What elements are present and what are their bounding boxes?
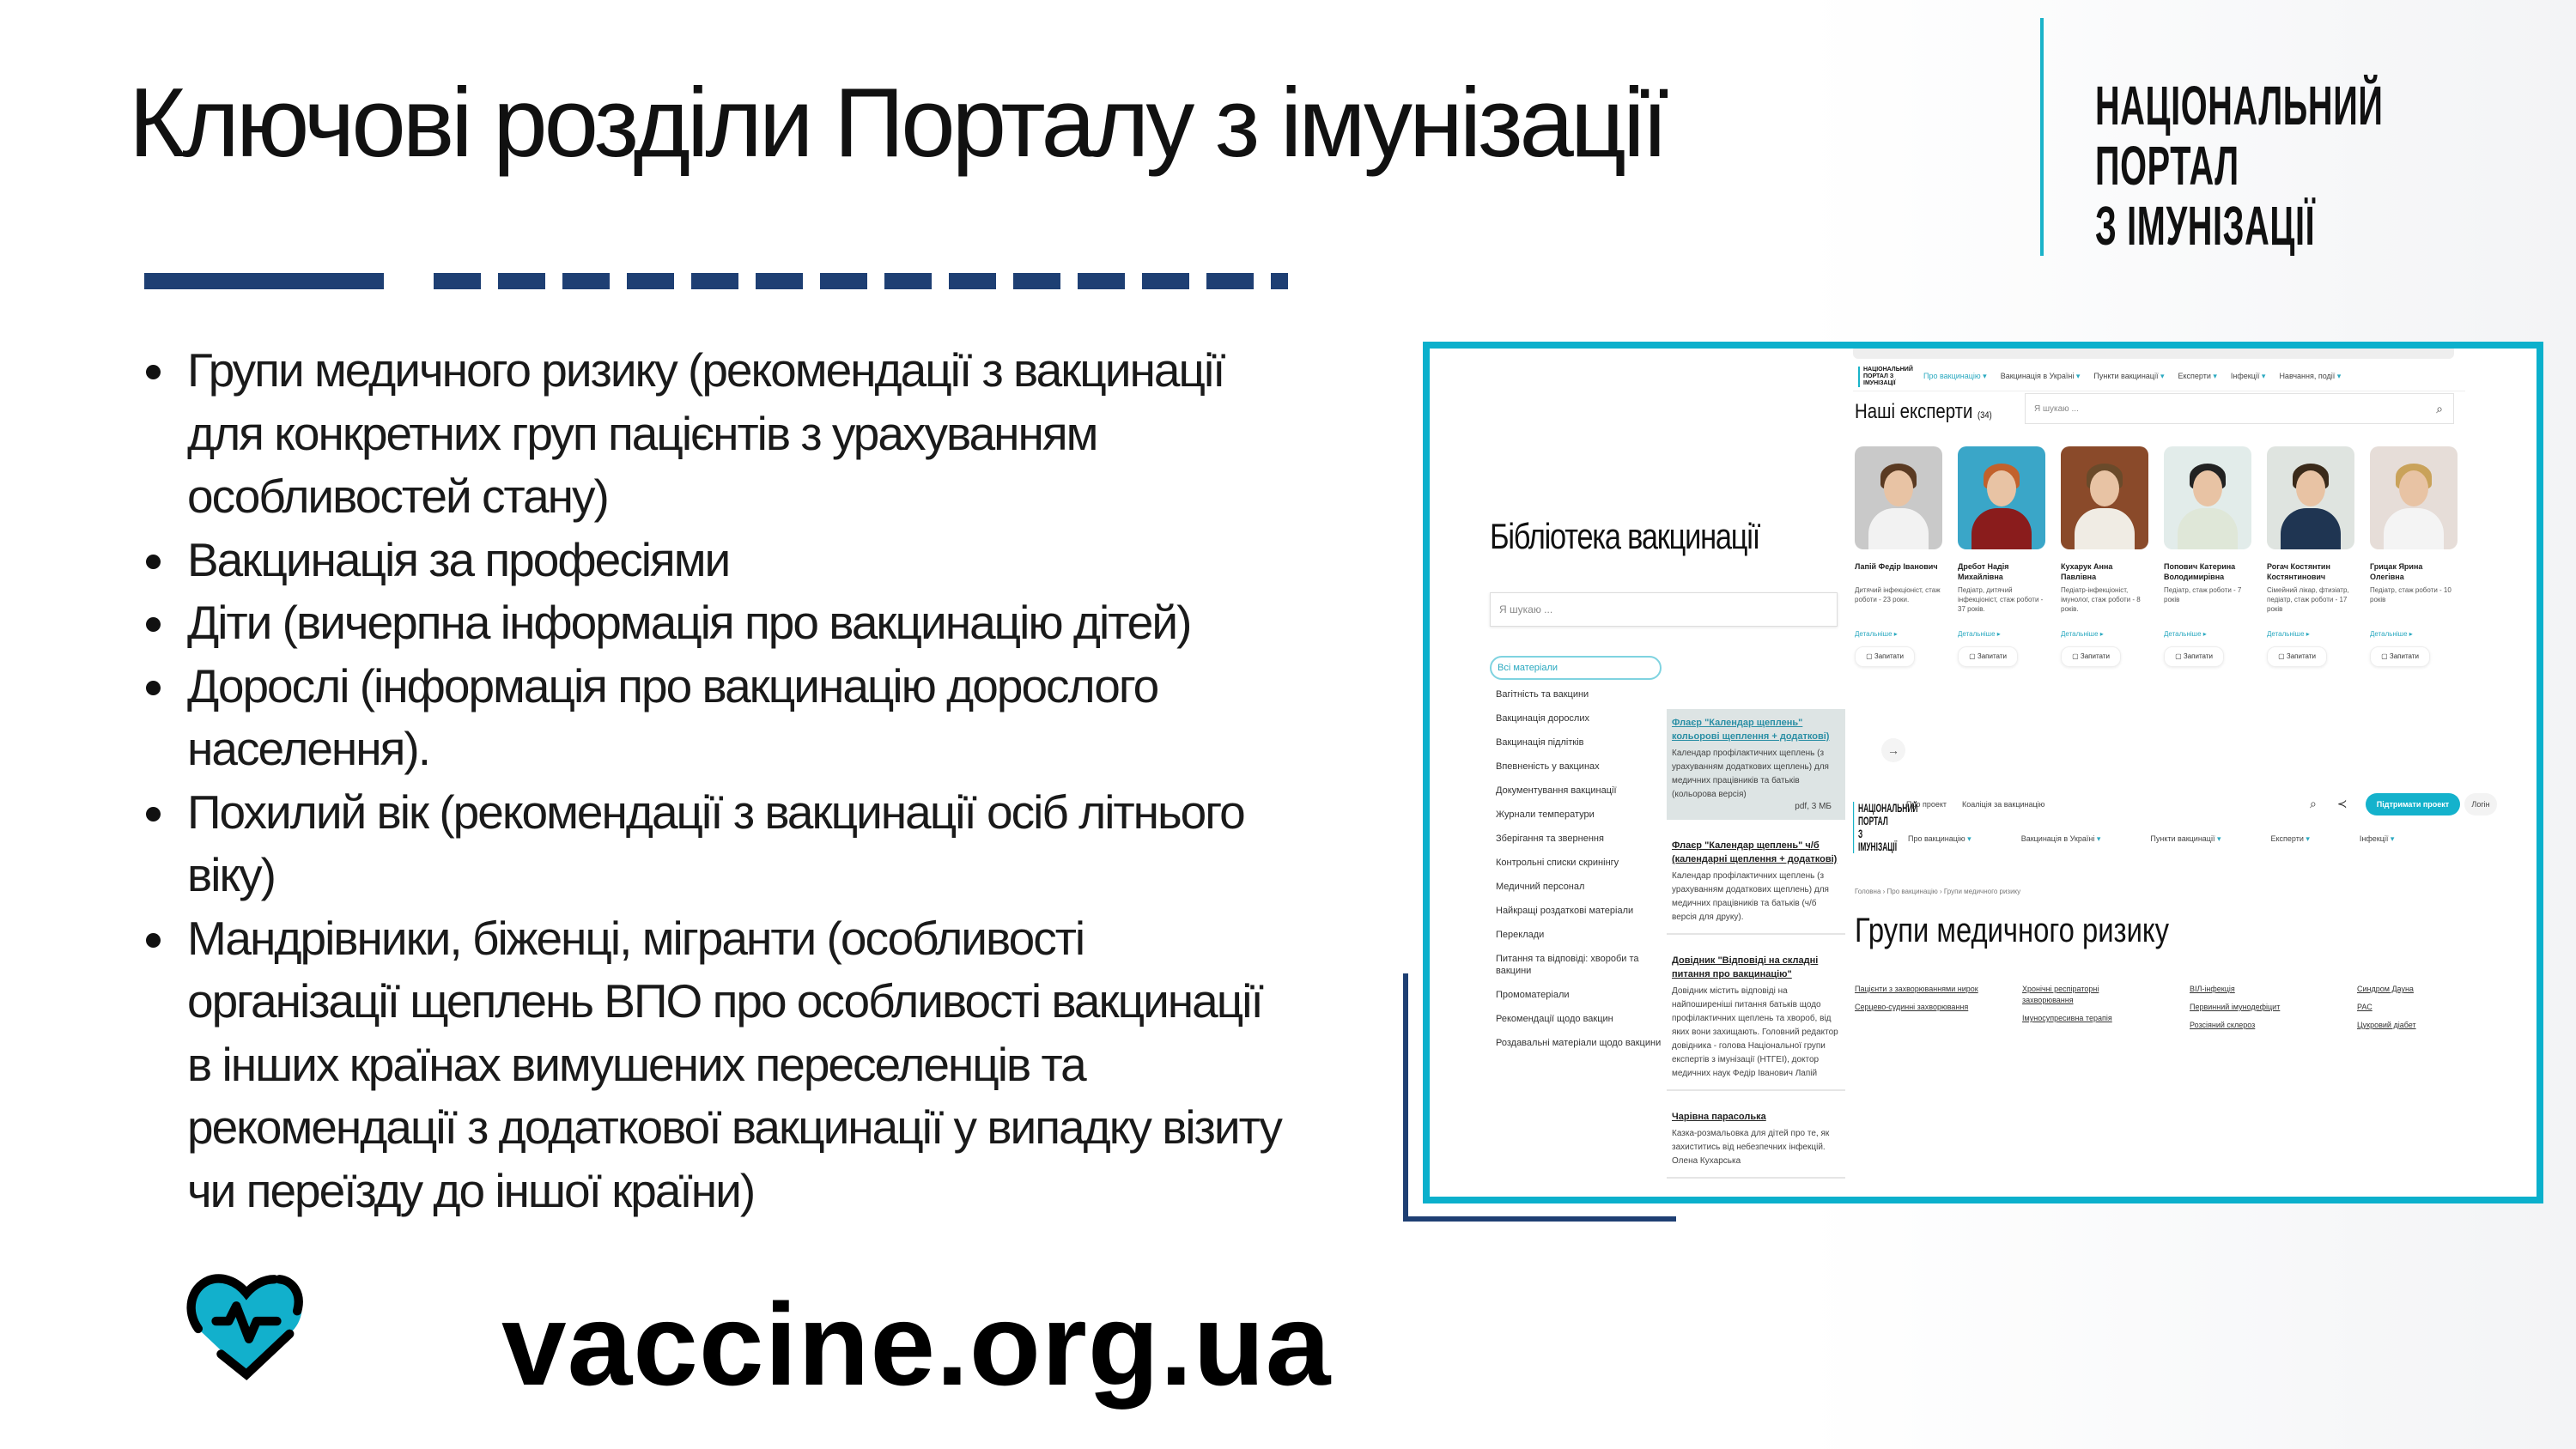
browser-url-bar[interactable] (1853, 345, 2454, 359)
category-item[interactable]: Контрольні списки скринінгу (1496, 858, 1619, 868)
library-title: Бібліотека вакцинації (1490, 516, 1760, 556)
nav-item[interactable]: Навчання, події ▾ (2279, 372, 2341, 381)
document-item (1667, 1103, 1845, 1179)
risk-group-link[interactable]: РАС (2357, 1003, 2372, 1011)
logo-line: З ІМУНІЗАЦІЇ (2095, 195, 2316, 257)
expert-photo[interactable] (1958, 446, 2045, 549)
expert-name[interactable]: Попович Катерина Володимирівна (2164, 562, 2236, 581)
document-title[interactable]: Чарівна парасолька (1672, 1112, 1766, 1122)
nav-item[interactable]: Експерти ▾ (2178, 372, 2217, 381)
risk-group-link[interactable]: ВІЛ-інфекція (2190, 985, 2235, 993)
link-coalition[interactable]: Коаліція за вакцинацію (1962, 800, 2045, 809)
logo-line: НАЦІОНАЛЬНИЙ (2095, 75, 2384, 136)
search-icon[interactable]: ⌕ (2310, 797, 2317, 810)
search-icon[interactable]: ⌕ (2436, 402, 2443, 415)
risk-groups-heading: Групи медичного ризику (1855, 912, 2170, 949)
photo-body (2075, 508, 2135, 549)
login-button[interactable]: Логін (2464, 793, 2497, 815)
share-icon[interactable]: ≺ (2336, 797, 2348, 810)
category-item[interactable]: Журнали температури (1496, 809, 1595, 820)
category-item[interactable]: Промоматеріали (1496, 990, 1570, 1000)
nav-item[interactable]: Вакцинація в Україні ▾ (2021, 834, 2101, 844)
document-item (1667, 832, 1845, 935)
photo-head (2296, 470, 2325, 506)
details-link[interactable]: Детальніше ▸ (2370, 630, 2458, 638)
photo-body (1971, 508, 2032, 549)
logo-line: ПОРТАЛ (2095, 135, 2239, 197)
expert-name[interactable]: Кухарук Анна Павлівна (2061, 562, 2113, 581)
bullet-item: Групи медичного ризику (рекомендації з вакцинації для конкретних груп пацієнтів з урахуванням особливостей стану) (146, 339, 1297, 529)
chat-icon: ▢ (2381, 652, 2390, 660)
library-documents (1667, 709, 1845, 1191)
experts-cards (1855, 446, 2458, 667)
breadcrumb: Головна › Про вакцинацію › Групи медичного ризику (1855, 888, 2021, 895)
details-link[interactable]: Детальніше ▸ (1958, 630, 2045, 638)
risk-group-link[interactable]: Первинний імунодефіцит (2190, 1003, 2281, 1011)
risk-column (2190, 984, 2357, 1038)
expert-name[interactable]: Дребот Надія Михайлівна (1958, 562, 2009, 581)
expert-card (2164, 446, 2251, 667)
category-item[interactable]: Найкращі роздаткові матеріали (1496, 906, 1634, 916)
ask-label: Запитати (2389, 652, 2419, 660)
risk-column (1855, 984, 2022, 1038)
ask-button[interactable] (2370, 646, 2430, 667)
expert-description: Педіатр-інфекціоніст, імунолог, стаж роботи - 8 років. (2061, 586, 2141, 613)
portal-logo (2095, 76, 2383, 256)
photo-head (2090, 470, 2119, 506)
support-project-button[interactable]: Підтримати проект (2366, 793, 2460, 815)
risk-logo[interactable]: НАЦІОНАЛЬНИЙ ПОРТАЛ З ІМУНІЗАЦІЇ (1853, 802, 1894, 853)
expert-photo[interactable] (2370, 446, 2458, 549)
category-item[interactable]: Впевненість у вакцинах (1496, 761, 1600, 772)
photo-head (1884, 470, 1913, 506)
risk-group-link[interactable]: Синдром Дауна (2357, 985, 2414, 993)
risk-nav (1908, 834, 2394, 844)
photo-head (1987, 470, 2016, 506)
document-description: Довідник містить відповіді на найпоширеніші питання батьків щодо профілактичних щеплень та хвороб, від яких вони захищають. Головний редактор довідника - голова Національної групи експертів з імунізації (НТГЕІ), доктор медичних наук Федір Іванович Лапій (1672, 986, 1838, 1078)
expert-photo[interactable] (1855, 446, 1942, 549)
category-item[interactable]: Рекомендації щодо вакцин (1496, 1014, 1613, 1024)
photo-body (2384, 508, 2444, 549)
nav-item[interactable]: Інфекції ▾ (2360, 834, 2395, 844)
expert-name[interactable]: Лапій Федір Іванович (1855, 562, 1938, 571)
document-title[interactable]: Флаєр "Календар щеплень" ч/б (календарні щеплення + додаткові) (1672, 840, 1838, 864)
category-item[interactable]: Медичний персонал (1496, 882, 1585, 892)
nav-item[interactable]: Пункти вакцинації ▾ (2093, 372, 2164, 381)
chat-icon: ▢ (2175, 652, 2184, 660)
mini-logo[interactable]: НАЦІОНАЛЬНИЙ ПОРТАЛ З ІМУНІЗАЦІЇ (1858, 367, 1910, 387)
expert-photo[interactable] (2061, 446, 2148, 549)
photo-head (2193, 470, 2222, 506)
expert-description: Дитячий інфекціоніст, стаж роботи - 23 роки. (1855, 586, 1941, 603)
details-link[interactable]: Детальніше ▸ (2061, 630, 2148, 638)
document-item (1667, 709, 1845, 820)
expert-description: Сімейний лікар, фтизіатр, педіатр, стаж роботи - 17 років (2267, 586, 2349, 613)
bullet-item: Діти (вичерпна інформація про вакцинацію дітей) (146, 591, 1297, 655)
arrow-right-icon[interactable]: → (1881, 738, 1905, 762)
divider-solid (144, 273, 384, 289)
bullet-item: Мандрівники, біженці, мігранти (особливості організації щеплень ВПО про особливості вакцинації в інших країнах вимушених переселенців та рекомендації з додаткової вакцинації у випадку візиту чи переїзду до іншої країни) (146, 907, 1297, 1223)
risk-header-icons (2310, 797, 2348, 811)
risk-column (2357, 984, 2524, 1038)
heart-pulse-icon (182, 1265, 311, 1382)
category-item[interactable]: Зберігання та звернення (1496, 834, 1604, 844)
risk-groups-links (1855, 984, 2524, 1038)
details-link[interactable]: Детальніше ▸ (1855, 630, 1942, 638)
category-item[interactable]: Роздавальні матеріали щодо вакцини (1496, 1038, 1662, 1048)
logo-divider (2040, 18, 2044, 256)
details-link[interactable]: Детальніше ▸ (2164, 630, 2251, 638)
document-meta: pdf, 3 МБ (1795, 802, 1832, 811)
decor-line-vertical (1403, 973, 1408, 1222)
slide-title: Ключові розділи Порталу з імунізації (129, 69, 1666, 178)
bullet-item: Вакцинація за професіями (146, 529, 1297, 592)
document-title[interactable]: Довідник "Відповіді на складні питання про вакцинацію" (1672, 955, 1819, 979)
nav-item[interactable]: Експерти ▾ (2271, 834, 2310, 844)
risk-group-link[interactable]: Хронічні респіраторні захворювання (2022, 985, 2099, 1004)
expert-description: Педіатр, стаж роботи - 7 років (2164, 586, 2242, 603)
document-description: Календар профілактичних щеплень (з урахуванням додаткових щеплень) для медичних працівників та батьків (ч/б версія для друку). (1672, 871, 1829, 922)
expert-card (1855, 446, 1942, 667)
expert-photo[interactable] (2267, 446, 2354, 549)
chat-icon: ▢ (1866, 652, 1874, 660)
key-sections-list (146, 339, 1297, 1222)
chat-icon: ▢ (2072, 652, 2081, 660)
ask-button[interactable] (2061, 646, 2121, 667)
ask-label: Запитати (2286, 652, 2316, 660)
expert-name[interactable]: Грицак Ярина Олегівна (2370, 562, 2423, 581)
category-item[interactable]: Документування вакцинації (1496, 785, 1617, 796)
ask-button[interactable] (1855, 646, 1915, 667)
document-title[interactable]: Флаєр "Календар щеплень" кольорові щеплення + додаткові) (1672, 718, 1830, 742)
ask-button[interactable] (2267, 646, 2327, 667)
ask-button[interactable] (2164, 646, 2224, 667)
website-url[interactable]: vaccine.org.ua (501, 1279, 1332, 1410)
category-item[interactable]: Вагітність та вакцини (1496, 689, 1589, 700)
risk-groups-page (1853, 785, 2540, 1203)
experts-count: (34) (1978, 410, 1992, 421)
photo-body (2281, 508, 2341, 549)
category-item[interactable]: Вакцинація підлітків (1496, 737, 1584, 748)
experts-search-placeholder: Я шукаю ... (2034, 404, 2079, 414)
library-categories (1490, 656, 1662, 1061)
bullet-item: Похилий вік (рекомендації з вакцинації осіб літнього віку) (146, 781, 1297, 907)
expert-card (2061, 446, 2148, 667)
document-description: Казка-розмальовка для дітей про те, як захиститись від небезпечних інфекцій. Олена Кухарська (1672, 1129, 1830, 1166)
chat-icon: ▢ (1969, 652, 1978, 660)
nav-item[interactable]: Про вакцинацію ▾ (1908, 834, 1971, 844)
category-item[interactable]: Вакцинація дорослих (1496, 713, 1589, 724)
ask-label: Запитати (1874, 652, 1904, 660)
experts-search-input[interactable] (2025, 393, 2454, 424)
expert-card (1958, 446, 2045, 667)
photo-body (2178, 508, 2238, 549)
bullet-item: Дорослі (інформація про вакцинацію дорослого населення). (146, 655, 1297, 781)
ask-label: Запитати (2080, 652, 2110, 660)
nav-item[interactable]: Про вакцинацію ▾ (1923, 372, 1987, 381)
divider-dashed (434, 273, 1288, 289)
ask-label: Запитати (2183, 652, 2213, 660)
document-description: Календар профілактичних щеплень (з урахуванням додаткових щеплень) для медичних працівників та батьків (кольорова версія) (1672, 749, 1829, 799)
ask-label: Запитати (1977, 652, 2007, 660)
ask-button[interactable] (1958, 646, 2018, 667)
chat-icon: ▢ (2278, 652, 2287, 660)
decor-line-horizontal (1408, 1216, 1676, 1222)
risk-top-links (1906, 800, 2044, 809)
library-search-input[interactable]: Я шукаю ... (1490, 592, 1838, 627)
expert-name[interactable]: Рогач Костянтин Костянтинович (2267, 562, 2330, 581)
expert-description: Педіатр, дитячий інфекціоніст, стаж роботи - 37 років. (1958, 586, 2044, 613)
experts-page (1853, 345, 2465, 700)
details-link[interactable]: Детальніше ▸ (2267, 630, 2354, 638)
risk-group-link[interactable]: Пацієнти з захворюваннями нирок (1855, 985, 1978, 993)
link-about-project[interactable]: Про проект (1906, 800, 1947, 809)
risk-column (2022, 984, 2190, 1038)
document-item (1667, 947, 1845, 1091)
category-item[interactable]: Питання та відповіді: хвороби та вакцини (1496, 954, 1639, 976)
category-item[interactable]: Переклади (1496, 930, 1545, 940)
category-item[interactable]: Всі матеріали (1490, 656, 1662, 680)
expert-description: Педіатр, стаж роботи - 10 років (2370, 586, 2451, 603)
risk-group-link[interactable]: Серцево-судинні захворювання (1855, 1003, 1969, 1011)
experts-heading (1855, 400, 1992, 424)
risk-group-link[interactable]: Розсіяний склероз (2190, 1021, 2256, 1029)
expert-photo[interactable] (2164, 446, 2251, 549)
portal-screenshot-collage (1423, 342, 2543, 1203)
expert-card (2267, 446, 2354, 667)
nav-item[interactable]: Пункти вакцинації ▾ (2150, 834, 2221, 844)
risk-group-link[interactable]: Цукровий діабет (2357, 1021, 2416, 1029)
risk-group-link[interactable]: Імуносупресивна терапія (2022, 1014, 2112, 1022)
expert-card (2370, 446, 2458, 667)
photo-body (1868, 508, 1929, 549)
nav-item[interactable]: Вакцинація в Україні ▾ (2001, 372, 2081, 381)
experts-heading-text: Наші експерти (1855, 400, 1973, 423)
photo-head (2399, 470, 2428, 506)
nav-item[interactable]: Інфекції ▾ (2231, 372, 2266, 381)
experts-nav (1853, 362, 2465, 391)
